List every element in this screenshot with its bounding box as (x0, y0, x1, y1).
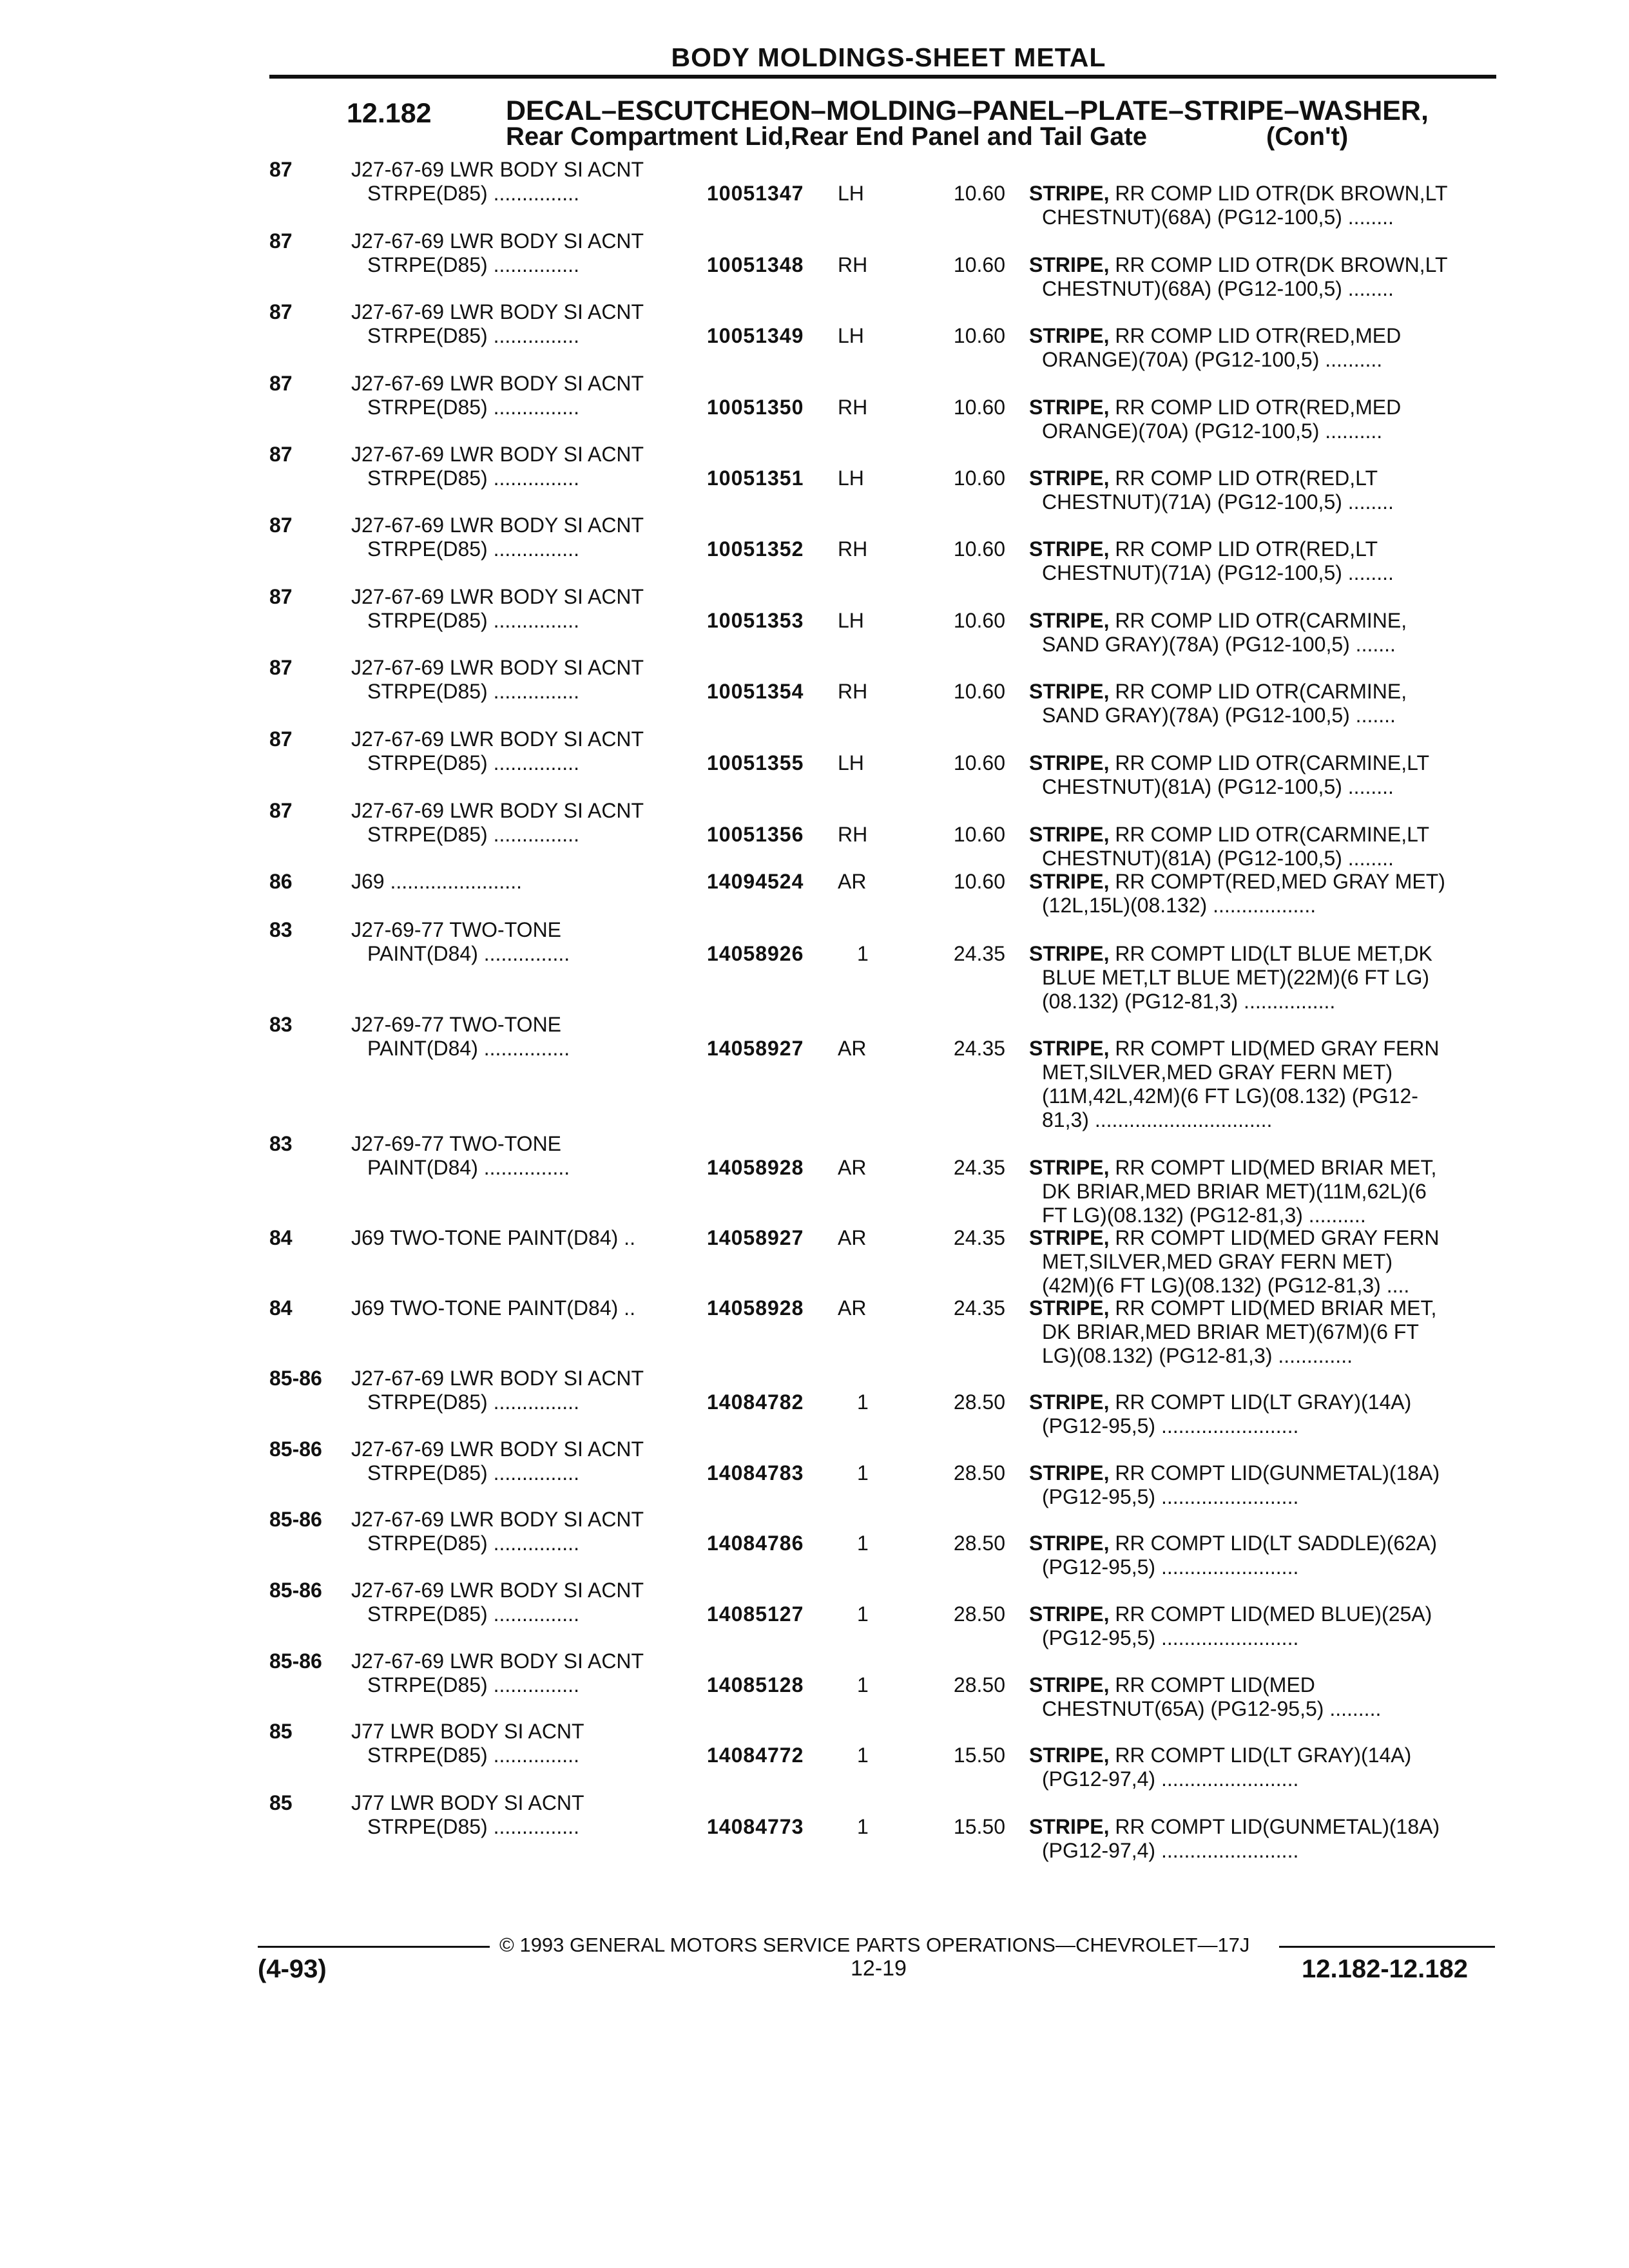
description-line: STRIPE, RR COMP LID OTR(DK BROWN,LT (1029, 182, 1448, 205)
description-line: MET,SILVER,MED GRAY FERN MET) (1042, 1061, 1393, 1084)
quantity: RH (838, 396, 868, 419)
description-line: STRIPE, RR COMP LID OTR(CARMINE, (1029, 680, 1407, 703)
application (351, 585, 699, 633)
quantity: LH (838, 182, 864, 205)
description (1029, 1156, 1493, 1227)
application (351, 1013, 699, 1061)
part-number: 14058927 (707, 1037, 804, 1060)
description-line: 81,3) ............................... (1042, 1108, 1273, 1131)
page-header-title: BODY MOLDINGS-SHEET METAL (671, 43, 1106, 72)
application (351, 514, 699, 561)
footer-section-range: 12.182-12.182 (1302, 1955, 1469, 1983)
price: 10.60 (953, 609, 1005, 632)
application-line: STRPE(D85) ............... (367, 396, 579, 419)
model-year: 87 (269, 300, 293, 323)
application-line: STRPE(D85) ............... (367, 1461, 579, 1485)
description (1029, 1532, 1493, 1579)
description (1029, 942, 1493, 1014)
application-line: J27-67-69 LWR BODY SI ACNT (351, 727, 644, 751)
section-continued: (Con't) (1266, 122, 1349, 151)
description-line: STRIPE, RR COMP LID OTR(RED,LT (1029, 466, 1378, 490)
description (1029, 537, 1493, 585)
part-number: 14084786 (707, 1532, 804, 1555)
application (351, 799, 699, 847)
description-line: STRIPE, RR COMP LID OTR(RED,MED (1029, 324, 1402, 347)
quantity: RH (838, 680, 868, 703)
description (1029, 609, 1493, 657)
application-line: J27-67-69 LWR BODY SI ACNT (351, 1508, 644, 1531)
description-line: STRIPE, RR COMPT LID(MED GRAY FERN (1029, 1037, 1440, 1060)
application-line: STRPE(D85) ............... (367, 182, 579, 205)
price: 10.60 (953, 396, 1005, 419)
part-number: 10051348 (707, 253, 804, 276)
model-year: 87 (269, 443, 293, 466)
application-line: PAINT(D84) ............... (367, 1156, 570, 1179)
application-line: STRPE(D85) ............... (367, 680, 579, 703)
model-year: 85-86 (269, 1367, 322, 1390)
application-line: STRPE(D85) ............... (367, 751, 579, 774)
application-line: J27-67-69 LWR BODY SI ACNT (351, 585, 644, 608)
model-year: 87 (269, 656, 293, 679)
description (1029, 396, 1493, 443)
footer-page-number: 12-19 (851, 1956, 907, 1981)
application-line: J27-67-69 LWR BODY SI ACNT (351, 799, 644, 822)
description-line: CHESTNUT)(71A) (PG12-100,5) ........ (1042, 561, 1394, 584)
description-line: STRIPE, RR COMPT LID(MED BRIAR MET, (1029, 1296, 1437, 1320)
description-line: CHESTNUT)(68A) (PG12-100,5) ........ (1042, 206, 1394, 229)
part-number: 10051356 (707, 823, 804, 846)
application-line: STRPE(D85) ............... (367, 466, 579, 490)
price: 15.50 (953, 1744, 1005, 1767)
description-line: MET,SILVER,MED GRAY FERN MET) (1042, 1250, 1393, 1273)
description-line: FT LG)(08.132) (PG12-81,3) .......... (1042, 1204, 1366, 1227)
model-year: 85-86 (269, 1649, 322, 1673)
model-year: 87 (269, 727, 293, 751)
application-line: J27-67-69 LWR BODY SI ACNT (351, 372, 644, 395)
part-number: 10051349 (707, 324, 804, 347)
application-line: J77 LWR BODY SI ACNT (351, 1720, 584, 1743)
model-year: 85-86 (269, 1579, 322, 1602)
description-line: STRIPE, RR COMPT LID(LT BLUE MET,DK (1029, 942, 1432, 965)
model-year: 87 (269, 372, 293, 395)
price: 24.35 (953, 1226, 1005, 1249)
quantity: AR (838, 1296, 867, 1320)
description (1029, 823, 1493, 870)
description (1029, 1815, 1493, 1863)
description-line: (08.132) (PG12-81,3) ................ (1042, 990, 1336, 1013)
part-number: 14084772 (707, 1744, 804, 1767)
description-line: STRIPE, RR COMP LID OTR(RED,MED (1029, 396, 1402, 419)
application (351, 727, 699, 775)
application-line: STRPE(D85) ............... (367, 1390, 579, 1414)
description-line: STRIPE, RR COMPT LID(LT SADDLE)(62A) (1029, 1532, 1438, 1555)
application-line: STRPE(D85) ............... (367, 1602, 579, 1626)
application-line: J27-67-69 LWR BODY SI ACNT (351, 1649, 644, 1673)
application-line: STRPE(D85) ............... (367, 253, 579, 276)
description-line: STRIPE, RR COMPT LID(GUNMETAL)(18A) (1029, 1815, 1440, 1838)
application-line: J77 LWR BODY SI ACNT (351, 1791, 584, 1814)
application-line: J27-67-69 LWR BODY SI ACNT (351, 514, 644, 537)
quantity: 1 (857, 1815, 869, 1838)
application (351, 229, 699, 277)
description-line: STRIPE, RR COMP LID OTR(CARMINE,LT (1029, 751, 1430, 774)
description-line: CHESTNUT)(81A) (PG12-100,5) ........ (1042, 775, 1394, 798)
description-line: (PG12-97,4) ........................ (1042, 1839, 1299, 1862)
footer-date: (4-93) (258, 1955, 327, 1983)
application-line: J27-67-69 LWR BODY SI ACNT (351, 443, 644, 466)
application (351, 300, 699, 348)
part-number: 10051354 (707, 680, 804, 703)
quantity: AR (838, 1156, 867, 1179)
quantity: AR (838, 1226, 867, 1249)
part-number: 14058928 (707, 1296, 804, 1320)
price: 24.35 (953, 1156, 1005, 1179)
quantity: RH (838, 537, 868, 561)
section-number: 12.182 (347, 98, 432, 129)
application-line: J69 TWO-TONE PAINT(D84) .. (351, 1226, 635, 1249)
application (351, 1437, 699, 1485)
part-number: 10051347 (707, 182, 804, 205)
description-line: CHESTNUT(65A) (PG12-95,5) ......... (1042, 1697, 1382, 1720)
price: 10.60 (953, 182, 1005, 205)
application (351, 1791, 699, 1839)
application (351, 1579, 699, 1626)
description-line: STRIPE, RR COMP LID OTR(RED,LT (1029, 537, 1378, 561)
application-line: STRPE(D85) ............... (367, 609, 579, 632)
application-line: J27-67-69 LWR BODY SI ACNT (351, 158, 644, 181)
description-line: DK BRIAR,MED BRIAR MET)(67M)(6 FT (1042, 1320, 1419, 1343)
description-line: ORANGE)(70A) (PG12-100,5) .......... (1042, 419, 1383, 443)
description (1029, 870, 1493, 918)
price: 10.60 (953, 680, 1005, 703)
model-year: 84 (269, 1296, 293, 1320)
application (351, 1649, 699, 1697)
application (351, 918, 699, 966)
part-number: 14085127 (707, 1602, 804, 1626)
description (1029, 680, 1493, 727)
price: 28.50 (953, 1461, 1005, 1485)
section-subtitle: Rear Compartment Lid,Rear End Panel and Tail Gate (506, 122, 1148, 151)
price: 15.50 (953, 1815, 1005, 1838)
description (1029, 1744, 1493, 1791)
description-line: CHESTNUT)(81A) (PG12-100,5) ........ (1042, 847, 1394, 870)
description (1029, 1673, 1493, 1721)
application-line: STRPE(D85) ............... (367, 324, 579, 347)
quantity: RH (838, 823, 868, 846)
price: 28.50 (953, 1602, 1005, 1626)
part-number: 10051355 (707, 751, 804, 774)
part-number: 14058928 (707, 1156, 804, 1179)
quantity: 1 (857, 1673, 869, 1696)
description-line: STRIPE, RR COMPT LID(GUNMETAL)(18A) (1029, 1461, 1440, 1485)
application-line: STRPE(D85) ............... (367, 823, 579, 846)
description (1029, 253, 1493, 301)
description-line: STRIPE, RR COMPT LID(MED BRIAR MET, (1029, 1156, 1437, 1179)
description-line: (12L,15L)(08.132) .................. (1042, 894, 1316, 917)
quantity: AR (838, 870, 867, 893)
description-line: SAND GRAY)(78A) (PG12-100,5) ....... (1042, 704, 1396, 727)
application (351, 656, 699, 704)
part-number: 14085128 (707, 1673, 804, 1696)
application-line: STRPE(D85) ............... (367, 1532, 579, 1555)
price: 10.60 (953, 751, 1005, 774)
part-number: 14094524 (707, 870, 804, 893)
application (351, 1226, 699, 1250)
quantity: LH (838, 751, 864, 774)
description-line: (PG12-95,5) ........................ (1042, 1414, 1299, 1437)
description-line: STRIPE, RR COMPT LID(LT GRAY)(14A) (1029, 1390, 1412, 1414)
quantity: 1 (857, 1532, 869, 1555)
description-line: (PG12-95,5) ........................ (1042, 1555, 1299, 1579)
part-number: 10051353 (707, 609, 804, 632)
part-number: 14084783 (707, 1461, 804, 1485)
model-year: 85-86 (269, 1437, 322, 1461)
application (351, 1508, 699, 1555)
quantity: 1 (857, 1602, 869, 1626)
description (1029, 1037, 1493, 1132)
description (1029, 751, 1493, 799)
application-line: J27-69-77 TWO-TONE (351, 1013, 562, 1036)
description-line: (PG12-97,4) ........................ (1042, 1767, 1299, 1791)
price: 10.60 (953, 537, 1005, 561)
model-year: 83 (269, 1013, 293, 1036)
application-line: J27-67-69 LWR BODY SI ACNT (351, 656, 644, 679)
quantity: 1 (857, 1390, 869, 1414)
description (1029, 1390, 1493, 1438)
price: 10.60 (953, 823, 1005, 846)
description-line: STRIPE, RR COMPT LID(MED GRAY FERN (1029, 1226, 1440, 1249)
description (1029, 182, 1493, 229)
model-year: 83 (269, 918, 293, 941)
model-year: 85 (269, 1791, 293, 1814)
description-line: DK BRIAR,MED BRIAR MET)(11M,62L)(6 (1042, 1180, 1427, 1203)
application-line: J27-69-77 TWO-TONE (351, 918, 562, 941)
model-year: 87 (269, 799, 293, 822)
application-line: J27-69-77 TWO-TONE (351, 1132, 562, 1155)
description-line: STRIPE, RR COMPT LID(MED (1029, 1673, 1315, 1696)
price: 28.50 (953, 1673, 1005, 1696)
application (351, 870, 699, 894)
application (351, 158, 699, 206)
model-year: 85-86 (269, 1508, 322, 1531)
quantity: RH (838, 253, 868, 276)
description-line: LG)(08.132) (PG12-81,3) ............. (1042, 1344, 1353, 1367)
model-year: 87 (269, 229, 293, 253)
description-line: ORANGE)(70A) (PG12-100,5) .......... (1042, 348, 1383, 371)
price: 28.50 (953, 1390, 1005, 1414)
application (351, 1296, 699, 1320)
description-line: SAND GRAY)(78A) (PG12-100,5) ....... (1042, 633, 1396, 656)
description-line: STRIPE, RR COMP LID OTR(CARMINE,LT (1029, 823, 1430, 846)
application-line: J27-67-69 LWR BODY SI ACNT (351, 1579, 644, 1602)
price: 24.35 (953, 942, 1005, 965)
application (351, 1132, 699, 1180)
model-year: 87 (269, 514, 293, 537)
footer-rule-right (1279, 1946, 1495, 1948)
price: 24.35 (953, 1296, 1005, 1320)
description-line: STRIPE, RR COMPT(RED,MED GRAY MET) (1029, 870, 1445, 893)
application (351, 372, 699, 419)
model-year: 85 (269, 1720, 293, 1743)
application-line: J27-67-69 LWR BODY SI ACNT (351, 229, 644, 253)
application-line: J69 ....................... (351, 870, 522, 893)
part-number: 14058926 (707, 942, 804, 965)
footer-rule-left (258, 1946, 490, 1948)
description-line: CHESTNUT)(71A) (PG12-100,5) ........ (1042, 490, 1394, 514)
model-year: 84 (269, 1226, 293, 1249)
part-number: 10051351 (707, 466, 804, 490)
footer-copyright: © 1993 GENERAL MOTORS SERVICE PARTS OPERATIONS—CHEVROLET—17J (499, 1934, 1250, 1956)
quantity: LH (838, 466, 864, 490)
quantity: LH (838, 324, 864, 347)
application (351, 1367, 699, 1414)
part-number: 10051352 (707, 537, 804, 561)
price: 10.60 (953, 324, 1005, 347)
application-line: STRPE(D85) ............... (367, 1744, 579, 1767)
quantity: 1 (857, 1461, 869, 1485)
description (1029, 1602, 1493, 1650)
price: 28.50 (953, 1532, 1005, 1555)
description (1029, 1296, 1493, 1368)
description (1029, 324, 1493, 372)
price: 24.35 (953, 1037, 1005, 1060)
description-line: STRIPE, RR COMPT LID(MED BLUE)(25A) (1029, 1602, 1432, 1626)
quantity: AR (838, 1037, 867, 1060)
description (1029, 1226, 1493, 1298)
application (351, 1720, 699, 1767)
quantity: 1 (857, 1744, 869, 1767)
model-year: 86 (269, 870, 293, 893)
description (1029, 466, 1493, 514)
price: 10.60 (953, 466, 1005, 490)
part-number: 14084782 (707, 1390, 804, 1414)
application-line: J27-67-69 LWR BODY SI ACNT (351, 1367, 644, 1390)
description-line: STRIPE, RR COMP LID OTR(DK BROWN,LT (1029, 253, 1448, 276)
application-line: STRPE(D85) ............... (367, 537, 579, 561)
description-line: STRIPE, RR COMPT LID(LT GRAY)(14A) (1029, 1744, 1412, 1767)
price: 10.60 (953, 253, 1005, 276)
application-line: STRPE(D85) ............... (367, 1673, 579, 1696)
model-year: 87 (269, 158, 293, 181)
quantity: 1 (857, 942, 869, 965)
model-year: 87 (269, 585, 293, 608)
description-line: (11M,42L,42M)(6 FT LG)(08.132) (PG12- (1042, 1084, 1418, 1108)
header-rule (269, 75, 1496, 79)
application-line: J69 TWO-TONE PAINT(D84) .. (351, 1296, 635, 1320)
part-number: 14084773 (707, 1815, 804, 1838)
application-line: PAINT(D84) ............... (367, 1037, 570, 1060)
part-number: 14058927 (707, 1226, 804, 1249)
description-line: (42M)(6 FT LG)(08.132) (PG12-81,3) .... (1042, 1274, 1410, 1297)
application (351, 443, 699, 490)
description-line: STRIPE, RR COMP LID OTR(CARMINE, (1029, 609, 1407, 632)
application-line: PAINT(D84) ............... (367, 942, 570, 965)
description-line: BLUE MET,LT BLUE MET)(22M)(6 FT LG) (1042, 966, 1429, 989)
description-line: (PG12-95,5) ........................ (1042, 1626, 1299, 1649)
model-year: 83 (269, 1132, 293, 1155)
quantity: LH (838, 609, 864, 632)
description-line: CHESTNUT)(68A) (PG12-100,5) ........ (1042, 277, 1394, 300)
section-title: DECAL–ESCUTCHEON–MOLDING–PANEL–PLATE–STRIPE–WASHER, (506, 95, 1429, 126)
application-line: J27-67-69 LWR BODY SI ACNT (351, 300, 644, 323)
description (1029, 1461, 1493, 1509)
description-line: (PG12-95,5) ........................ (1042, 1485, 1299, 1508)
part-number: 10051350 (707, 396, 804, 419)
application-line: J27-67-69 LWR BODY SI ACNT (351, 1437, 644, 1461)
application-line: STRPE(D85) ............... (367, 1815, 579, 1838)
price: 10.60 (953, 870, 1005, 893)
